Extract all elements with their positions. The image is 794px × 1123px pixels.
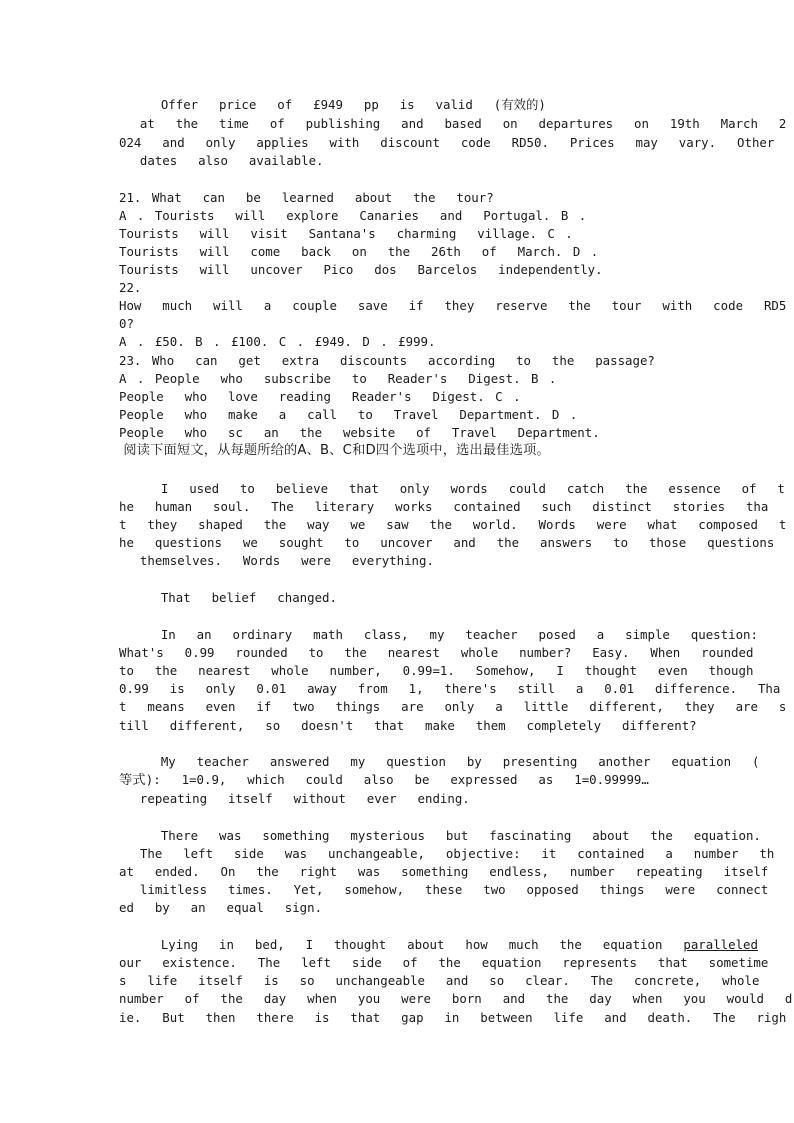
question-22-stem: How much will a couple save if they reserve the tour with code RD5 bbox=[119, 298, 787, 313]
question-21-options: A . Tourists will explore Canaries and Portugal. B . bbox=[119, 208, 587, 223]
passage-line: to the nearest whole number, 0.99=1. Somehow, I thought even though bbox=[119, 663, 754, 678]
question-23-options: People who make a call to Travel Department. D . bbox=[119, 407, 578, 422]
offer-line: at the time of publishing and based on departures on 19th March 2 bbox=[119, 116, 787, 131]
offer-line: 024 and only applies with discount code RD50. Prices may vary. Other bbox=[119, 135, 775, 150]
equation-text: ): 1=0.9, which could also be expressed as 1=0.99999… bbox=[145, 772, 649, 787]
question-23-options: People who love reading Reader's Digest. C . bbox=[119, 389, 521, 404]
passage-line: 0.99 is only 0.01 away from 1, there's still a 0.01 difference. Tha bbox=[119, 681, 781, 696]
question-23-options: People who sc an the website of Travel Department. bbox=[119, 425, 600, 440]
passage-line: t means even if two things are only a little different, they are s bbox=[119, 699, 787, 714]
passage-line: I used to believe that only words could catch the essence of t bbox=[119, 481, 785, 496]
section-instruction: 阅读下面短文，从每题所给的A、B、C和D四个选项中，选出最佳选项。 bbox=[119, 443, 550, 458]
question-22-options: A . £50. B . £100. C . £949. D . £999. bbox=[119, 334, 436, 349]
passage-line: number of the day when you were born and the day when you would d bbox=[119, 991, 793, 1006]
passage-text: Lying in bed, I thought about how much the equation bbox=[119, 937, 684, 952]
passage-line bbox=[119, 936, 758, 954]
passage-line: themselves. Words were everything. bbox=[119, 553, 434, 568]
passage-line: limitless times. Yet, somehow, these two opposed things were connect bbox=[119, 882, 769, 897]
passage-line: In an ordinary math class, my teacher posed a simple question: bbox=[119, 627, 758, 642]
passage-line: at ended. On the right was something endless, number repeating itself bbox=[119, 864, 769, 879]
passage-line: s life itself is so unchangeable and so clear. The concrete, whole bbox=[119, 973, 760, 988]
offer-line: dates also available. bbox=[119, 153, 324, 168]
question-21-stem: 21. What can be learned about the tour? bbox=[119, 190, 494, 205]
passage-line: What's 0.99 rounded to the nearest whole number? Easy. When rounded bbox=[119, 645, 754, 660]
passage-line: our existence. The left side of the equation represents that sometime bbox=[119, 955, 769, 970]
underlined-word: paralleled bbox=[683, 937, 758, 952]
passage-line: till different, so doesn't that make them completely different? bbox=[119, 718, 697, 733]
question-23-stem: 23. Who can get extra discounts according to the passage? bbox=[119, 353, 655, 368]
equation-term: 等式 bbox=[119, 773, 146, 788]
offer-line: Offer price of £949 pp is valid (有效的) bbox=[119, 97, 546, 112]
question-22-number: 22. bbox=[119, 280, 142, 295]
question-21-options: Tourists will come back on the 26th of March. D . bbox=[119, 244, 599, 259]
passage-line: That belief changed. bbox=[119, 590, 337, 605]
passage-line: ed by an equal sign. bbox=[119, 900, 323, 915]
passage-line: There was something mysterious but fascinating about the equation. bbox=[119, 828, 761, 843]
question-22-stem: 0? bbox=[119, 316, 134, 331]
passage-line: The left side was unchangeable, objective: it contained a number th bbox=[119, 846, 775, 861]
question-23-options: A . People who subscribe to Reader's Digest. B . bbox=[119, 371, 557, 386]
passage-line: he questions we sought to uncover and the answers to those questions bbox=[119, 535, 775, 550]
passage-line bbox=[119, 771, 675, 789]
question-21-options: Tourists will visit Santana's charming village. C . bbox=[119, 226, 573, 241]
question-21-options: Tourists will uncover Pico dos Barcelos independently. bbox=[119, 262, 603, 277]
passage-line: he human soul. The literary works contained such distinct stories tha bbox=[119, 499, 769, 514]
passage-line: repeating itself without ever ending. bbox=[119, 791, 470, 806]
passage-line: My teacher answered my question by presenting another equation ( bbox=[119, 754, 760, 769]
passage-line: ie. But then there is that gap in between life and death. The righ bbox=[119, 1010, 787, 1025]
passage-line: t they shaped the way we saw the world. Words were what composed t bbox=[119, 517, 787, 532]
